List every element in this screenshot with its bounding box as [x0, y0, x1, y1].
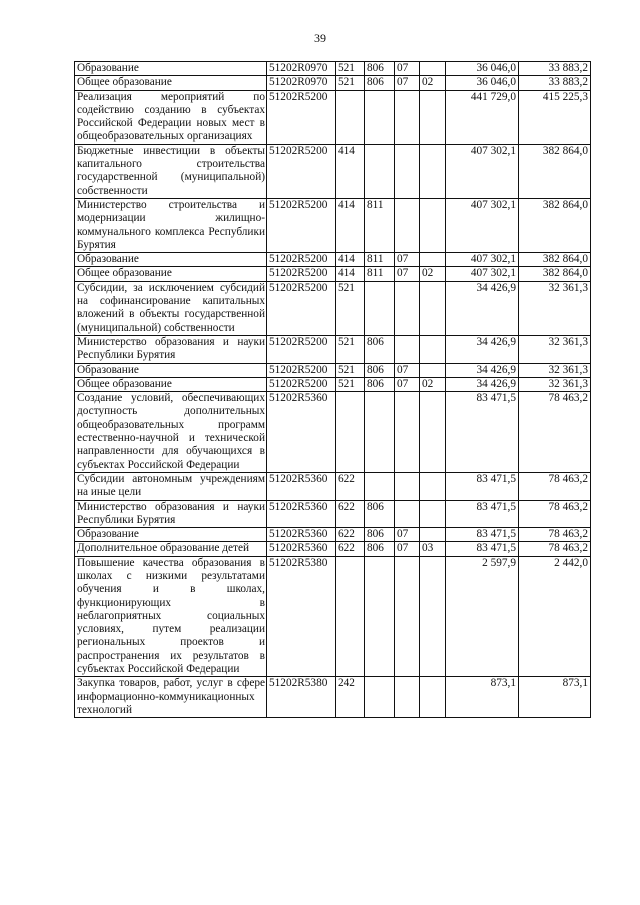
amount-year-1: 34 426,9	[446, 281, 519, 335]
subsection-code	[420, 253, 446, 267]
section-code: 07	[395, 253, 420, 267]
section-code: 07	[395, 377, 420, 391]
row-name: Образование	[75, 528, 267, 542]
subsection-code	[420, 144, 446, 198]
target-article-code: 51202R5360	[267, 528, 336, 542]
row-name: Субсидии, за исключением субсидий на софинансирование капитальных вложений в объекты государственной (муниципальной) собственности	[75, 281, 267, 335]
expense-type-code	[336, 556, 365, 677]
section-code: 07	[395, 76, 420, 90]
row-name: Дополнительное образование детей	[75, 542, 267, 556]
administrator-code: 811	[365, 198, 395, 252]
expense-type-code: 521	[336, 76, 365, 90]
amount-year-2: 78 463,2	[519, 392, 591, 473]
section-code: 07	[395, 363, 420, 377]
expense-type-code: 521	[336, 363, 365, 377]
subsection-code: 02	[420, 377, 446, 391]
amount-year-1: 83 471,5	[446, 500, 519, 528]
table-body	[75, 62, 591, 718]
target-article-code: 51202R5200	[267, 335, 336, 363]
section-code	[395, 198, 420, 252]
administrator-code	[365, 472, 395, 500]
table-row	[75, 528, 591, 542]
subsection-code: 02	[420, 76, 446, 90]
section-code	[395, 335, 420, 363]
amount-year-1: 407 302,1	[446, 267, 519, 281]
section-code	[395, 472, 420, 500]
administrator-code: 806	[365, 335, 395, 363]
row-name: Министерство строительства и модернизации жилищно-коммунального комплекса Республики Бурятия	[75, 198, 267, 252]
amount-year-2: 382 864,0	[519, 253, 591, 267]
target-article-code: 51202R5360	[267, 500, 336, 528]
row-name: Реализация мероприятий по содействию созданию в субъектах Российской Федерации новых мест в общеобразовательных организациях	[75, 90, 267, 144]
amount-year-1: 36 046,0	[446, 76, 519, 90]
amount-year-1: 34 426,9	[446, 335, 519, 363]
row-name: Создание условий, обеспечивающих доступность дополнительных общеобразовательных программ естественно-научной и технической направленности для обучающихся в субъектах Российской Федерации	[75, 392, 267, 473]
expense-type-code	[336, 90, 365, 144]
amount-year-1: 2 597,9	[446, 556, 519, 677]
table-row	[75, 90, 591, 144]
amount-year-2: 78 463,2	[519, 542, 591, 556]
administrator-code: 811	[365, 253, 395, 267]
row-name: Повышение качества образования в школах с низкими результатами обучения и в школах, функционирующих в неблагоприятных социальных условиях, путем реализации региональных проектов и распространения их результатов в субъектах Российской Федерации	[75, 556, 267, 677]
amount-year-1: 83 471,5	[446, 392, 519, 473]
subsection-code	[420, 363, 446, 377]
subsection-code	[420, 677, 446, 718]
amount-year-2: 382 864,0	[519, 144, 591, 198]
target-article-code: 51202R5200	[267, 281, 336, 335]
expense-type-code: 414	[336, 198, 365, 252]
expense-type-code: 521	[336, 377, 365, 391]
target-article-code: 51202R5200	[267, 267, 336, 281]
section-code	[395, 500, 420, 528]
expense-type-code: 414	[336, 253, 365, 267]
subsection-code	[420, 500, 446, 528]
amount-year-1: 873,1	[446, 677, 519, 718]
budget-table	[74, 61, 591, 718]
target-article-code: 51202R5380	[267, 556, 336, 677]
amount-year-1: 36 046,0	[446, 62, 519, 76]
subsection-code	[420, 335, 446, 363]
administrator-code: 806	[365, 363, 395, 377]
subsection-code	[420, 62, 446, 76]
administrator-code: 806	[365, 542, 395, 556]
page-number: 39	[314, 31, 326, 45]
administrator-code	[365, 144, 395, 198]
table-row	[75, 267, 591, 281]
table-row	[75, 363, 591, 377]
amount-year-2: 382 864,0	[519, 267, 591, 281]
administrator-code: 806	[365, 62, 395, 76]
target-article-code: 51202R5200	[267, 363, 336, 377]
expense-type-code: 622	[336, 500, 365, 528]
administrator-code	[365, 556, 395, 677]
amount-year-2: 32 361,3	[519, 377, 591, 391]
row-name: Министерство образования и науки Республики Бурятия	[75, 335, 267, 363]
target-article-code: 51202R0970	[267, 76, 336, 90]
target-article-code: 51202R5200	[267, 90, 336, 144]
section-code: 07	[395, 528, 420, 542]
administrator-code: 806	[365, 377, 395, 391]
expense-type-code	[336, 392, 365, 473]
amount-year-2: 33 883,2	[519, 76, 591, 90]
table-row	[75, 281, 591, 335]
amount-year-1: 34 426,9	[446, 363, 519, 377]
amount-year-1: 407 302,1	[446, 144, 519, 198]
table-row	[75, 500, 591, 528]
target-article-code: 51202R5200	[267, 144, 336, 198]
expense-type-code: 521	[336, 335, 365, 363]
row-name: Общее образование	[75, 377, 267, 391]
amount-year-2: 32 361,3	[519, 363, 591, 377]
administrator-code: 806	[365, 528, 395, 542]
table-row	[75, 253, 591, 267]
amount-year-1: 407 302,1	[446, 253, 519, 267]
subsection-code	[420, 472, 446, 500]
amount-year-2: 33 883,2	[519, 62, 591, 76]
amount-year-1: 407 302,1	[446, 198, 519, 252]
table-row	[75, 677, 591, 718]
amount-year-2: 415 225,3	[519, 90, 591, 144]
administrator-code	[365, 677, 395, 718]
administrator-code	[365, 281, 395, 335]
subsection-code	[420, 198, 446, 252]
row-name: Общее образование	[75, 76, 267, 90]
subsection-code	[420, 556, 446, 677]
administrator-code: 811	[365, 267, 395, 281]
table-row	[75, 76, 591, 90]
section-code	[395, 556, 420, 677]
subsection-code	[420, 528, 446, 542]
administrator-code: 806	[365, 500, 395, 528]
amount-year-2: 873,1	[519, 677, 591, 718]
amount-year-2: 2 442,0	[519, 556, 591, 677]
expense-type-code: 242	[336, 677, 365, 718]
administrator-code: 806	[365, 76, 395, 90]
table-row	[75, 335, 591, 363]
administrator-code	[365, 90, 395, 144]
table-row	[75, 392, 591, 473]
subsection-code	[420, 281, 446, 335]
target-article-code: 51202R5360	[267, 392, 336, 473]
amount-year-2: 78 463,2	[519, 500, 591, 528]
target-article-code: 51202R5380	[267, 677, 336, 718]
row-name: Министерство образования и науки Республики Бурятия	[75, 500, 267, 528]
expense-type-code: 622	[336, 542, 365, 556]
administrator-code	[365, 392, 395, 473]
row-name: Общее образование	[75, 267, 267, 281]
amount-year-1: 441 729,0	[446, 90, 519, 144]
amount-year-2: 32 361,3	[519, 335, 591, 363]
subsection-code: 02	[420, 267, 446, 281]
amount-year-1: 34 426,9	[446, 377, 519, 391]
table-row	[75, 542, 591, 556]
table-row	[75, 377, 591, 391]
section-code	[395, 281, 420, 335]
target-article-code: 51202R5360	[267, 472, 336, 500]
table-row	[75, 144, 591, 198]
section-code	[395, 677, 420, 718]
amount-year-2: 382 864,0	[519, 198, 591, 252]
table-row	[75, 556, 591, 677]
row-name: Субсидии автономным учреждениям на иные цели	[75, 472, 267, 500]
row-name: Закупка товаров, работ, услуг в сфере информационно-коммуникационных технологий	[75, 677, 267, 718]
expense-type-code: 622	[336, 528, 365, 542]
expense-type-code: 622	[336, 472, 365, 500]
row-name: Образование	[75, 62, 267, 76]
section-code: 07	[395, 542, 420, 556]
section-code	[395, 90, 420, 144]
target-article-code: 51202R5360	[267, 542, 336, 556]
subsection-code	[420, 392, 446, 473]
amount-year-2: 32 361,3	[519, 281, 591, 335]
row-name: Образование	[75, 363, 267, 377]
section-code	[395, 144, 420, 198]
table-row	[75, 62, 591, 76]
target-article-code: 51202R0970	[267, 62, 336, 76]
expense-type-code: 521	[336, 281, 365, 335]
expense-type-code: 414	[336, 267, 365, 281]
subsection-code: 03	[420, 542, 446, 556]
amount-year-1: 83 471,5	[446, 472, 519, 500]
section-code	[395, 392, 420, 473]
row-name: Образование	[75, 253, 267, 267]
target-article-code: 51202R5200	[267, 253, 336, 267]
row-name: Бюджетные инвестиции в объекты капитального строительства государственной (муниципальной) собственности	[75, 144, 267, 198]
amount-year-1: 83 471,5	[446, 528, 519, 542]
target-article-code: 51202R5200	[267, 198, 336, 252]
amount-year-2: 78 463,2	[519, 472, 591, 500]
expense-type-code: 521	[336, 62, 365, 76]
table-row	[75, 198, 591, 252]
section-code: 07	[395, 267, 420, 281]
table-row	[75, 472, 591, 500]
target-article-code: 51202R5200	[267, 377, 336, 391]
subsection-code	[420, 90, 446, 144]
section-code: 07	[395, 62, 420, 76]
expense-type-code: 414	[336, 144, 365, 198]
amount-year-1: 83 471,5	[446, 542, 519, 556]
amount-year-2: 78 463,2	[519, 528, 591, 542]
